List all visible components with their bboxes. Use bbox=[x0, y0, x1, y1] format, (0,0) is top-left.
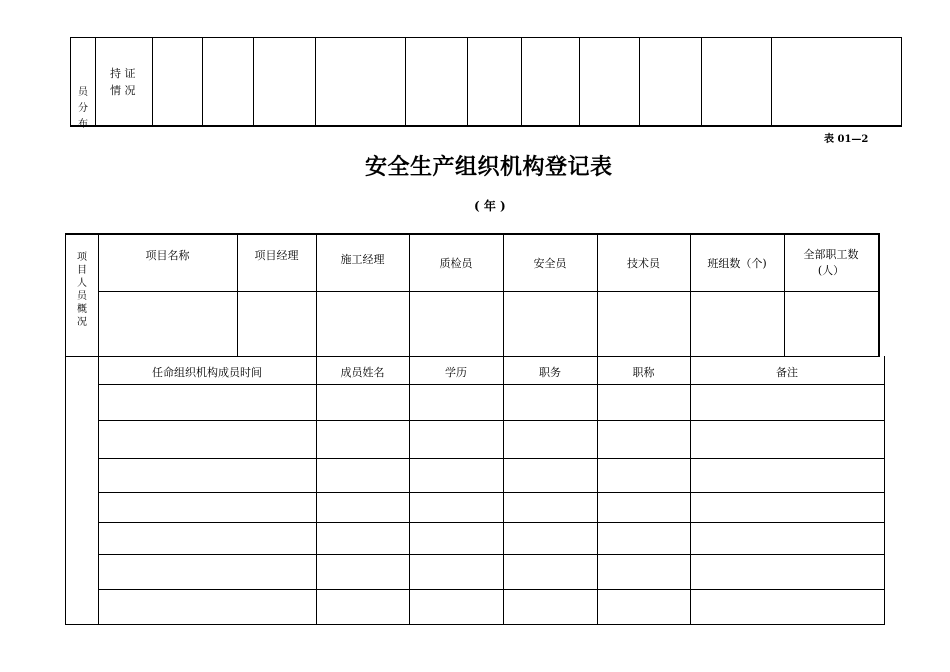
page-title: 安全生产组织机构登记表 bbox=[365, 154, 613, 180]
header-quality-inspector: 质检员 bbox=[439, 257, 473, 270]
cert-label-line1: 持 证 bbox=[110, 67, 136, 80]
header-project-manager: 项目经理 bbox=[254, 249, 299, 262]
cert-label-line2: 情 况 bbox=[110, 84, 136, 97]
year-label: ( 年 ) bbox=[474, 199, 506, 213]
form-code: 表 01—2 bbox=[824, 134, 869, 145]
header-team-count: 班组数（个) bbox=[707, 257, 767, 270]
header-project-name: 项目名称 bbox=[145, 249, 190, 262]
overview-side-label-2: 目 bbox=[77, 265, 87, 276]
header-technician: 技术员 bbox=[627, 257, 660, 270]
overview-side-label-3: 人 bbox=[77, 278, 87, 289]
overview-side-label-6: 况 bbox=[77, 317, 87, 328]
top-side-label-1: 员 bbox=[78, 87, 88, 98]
header-appointment-time: 任命组织机构成员时间 bbox=[152, 366, 262, 379]
header-title: 职称 bbox=[632, 366, 655, 379]
header-remarks: 备注 bbox=[776, 366, 798, 379]
header-position: 职务 bbox=[539, 366, 561, 379]
header-construction-manager: 施工经理 bbox=[340, 253, 385, 266]
top-side-label-3: 布 bbox=[78, 119, 88, 130]
overview-side-label-4: 员 bbox=[77, 291, 87, 302]
header-safety-officer: 安全员 bbox=[533, 257, 567, 270]
header-education: 学历 bbox=[445, 366, 467, 379]
header-total-staff-line2: (人） bbox=[817, 264, 845, 277]
header-total-staff-line1: 全部职工数 bbox=[803, 248, 859, 261]
header-member-name: 成员姓名 bbox=[340, 366, 385, 379]
top-side-label-2: 分 bbox=[78, 103, 88, 114]
overview-side-label-5: 概 bbox=[77, 304, 87, 315]
overview-side-label-1: 项 bbox=[77, 252, 87, 263]
